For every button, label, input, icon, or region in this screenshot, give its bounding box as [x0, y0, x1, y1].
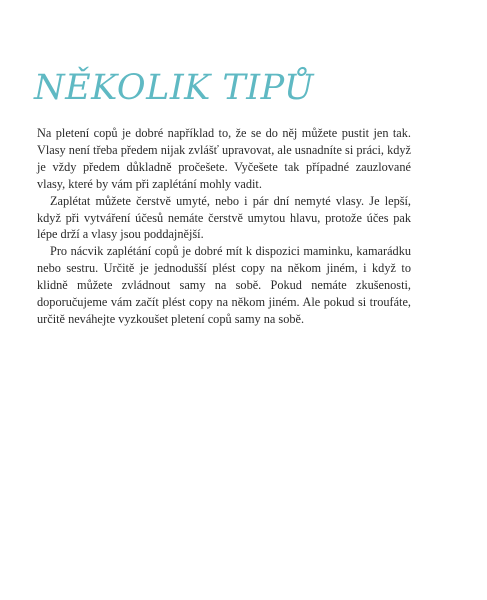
paragraph-practice: Pro nácvik zaplétání copů je dobré mít k dispozici maminku, kamarádku nebo sestru. Určitě je jednodušší plést copy na někom jiném, i když to klidně můžete zvládnout samy na sobě. Pokud nemáte zkušenosti, doporučujeme vám začít plést copy na někom jiném. Ale pokud si troufáte, určitě neváhejte vyzkoušet pletení copů samy na sobě. [37, 244, 411, 326]
body-text [37, 125, 411, 328]
paragraph-preparation: Na pletení copů je dobré například to, že se do něj můžete pustit jen tak. Vlasy není třeba předem nijak zvlášť upravovat, ale usnadníte si práci, když je vždy předem důkladně pročešete. Vyčešete tak případné zauzlované vlasy, které by vám při zaplétání mohly vadit. [37, 126, 411, 191]
page-title: NĚKOLIK TIPŮ [34, 68, 315, 108]
paragraph-washed-hair: Zaplétat můžete čerstvě umyté, nebo i pár dní nemyté vlasy. Je lepší, když při vytváření účesů nemáte čerstvě umytou hlavu, protože účes pak lépe drží a vlasy jsou poddajnější. [37, 193, 411, 242]
